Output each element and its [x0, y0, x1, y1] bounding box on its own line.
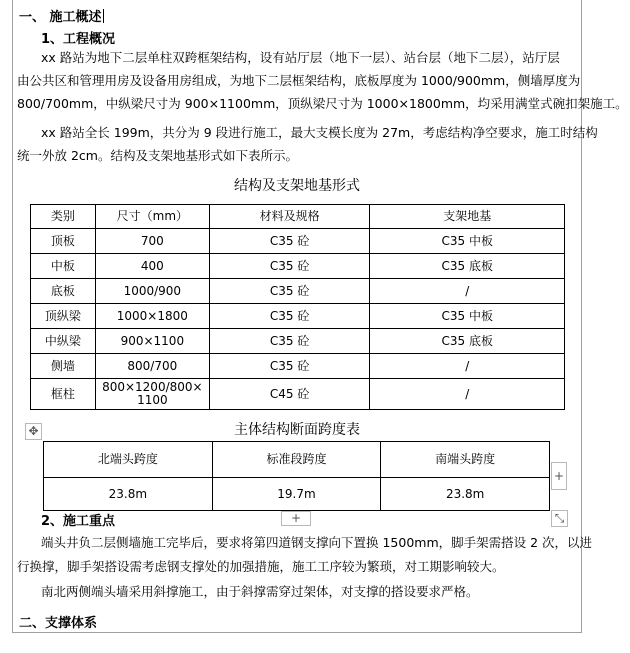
table-cell[interactable]: 900×1100	[95, 329, 209, 354]
table-cell[interactable]: 底板	[31, 279, 96, 304]
table-cell[interactable]: 400	[95, 254, 209, 279]
table-cell[interactable]: 800×1200/800× 1100	[95, 379, 209, 410]
table-caption-structure: 结构及支架地基形式	[234, 178, 360, 194]
table-cell[interactable]: 中板	[31, 254, 96, 279]
table-header-row	[31, 205, 565, 229]
paragraph-overview-line-2: 由公共区和管理用房及设备用房组成，为地下二层框架结构，底板厚度为 1000/900mm，侧墙厚度为	[17, 73, 581, 88]
table-header-row	[44, 442, 550, 478]
table-row	[31, 229, 565, 254]
table-row	[31, 354, 565, 379]
structure-table	[30, 204, 565, 410]
table-cell[interactable]: C35 砼	[209, 254, 370, 279]
subheading-key-points: 2、施工重点	[41, 514, 116, 529]
table-cell[interactable]: 700	[95, 229, 209, 254]
span-table	[43, 441, 550, 511]
table-cell[interactable]: 1000×1800	[95, 304, 209, 329]
table-cell[interactable]: C35 砼	[209, 329, 370, 354]
table-cell[interactable]: 侧墙	[31, 354, 96, 379]
table-cell[interactable]: C35 中板	[370, 229, 565, 254]
table-cell[interactable]: C35 砼	[209, 304, 370, 329]
table-header-cell: 南端头跨度	[381, 442, 550, 478]
table-header-cell: 类别	[31, 205, 96, 229]
table-cell[interactable]: /	[370, 354, 565, 379]
text-cursor	[103, 9, 104, 23]
table-cell[interactable]: /	[370, 279, 565, 304]
table-cell[interactable]: 顶纵梁	[31, 304, 96, 329]
table-row	[31, 379, 565, 410]
table-cell[interactable]: C35 中板	[370, 304, 565, 329]
table-cell[interactable]: 中纵梁	[31, 329, 96, 354]
table-cell[interactable]: C35 底板	[370, 254, 565, 279]
table-row	[31, 254, 565, 279]
table-header-cell: 北端头跨度	[44, 442, 213, 478]
table-resize-handle-icon[interactable]: ⤡	[551, 510, 568, 527]
table-cell[interactable]: C35 底板	[370, 329, 565, 354]
paragraph-diagonal-brace: 南北两侧端头墙采用斜撑施工，由于斜撑需穿过架体，对支撑的搭设要求严格。	[41, 584, 479, 599]
table-cell[interactable]: 23.8m	[44, 478, 213, 511]
table-cell[interactable]: C35 砼	[209, 279, 370, 304]
paragraph-key-points-line-2: 行换撑，脚手架搭设需考虑钢支撑处的加强措施，施工工序较为繁琐，对工期影响较大。	[17, 559, 505, 574]
table-cell[interactable]: 1000/900	[95, 279, 209, 304]
table-move-handle-icon[interactable]: ✥	[25, 423, 42, 440]
table-row	[44, 478, 550, 511]
add-row-button[interactable]: +	[281, 511, 311, 526]
subheading-project-overview: 1、工程概况	[41, 32, 116, 47]
table-cell[interactable]: 23.8m	[381, 478, 550, 511]
paragraph-overview-line-1: xx 路站为地下二层单柱双跨框架结构，设有站厅层（地下一层）、站台层（地下二层），站厅层	[41, 50, 560, 65]
table-cell[interactable]: 800/700	[95, 354, 209, 379]
table-cell[interactable]: C35 砼	[209, 354, 370, 379]
table-header-cell: 材料及规格	[209, 205, 370, 229]
paragraph-key-points-line-1: 端头井负二层侧墙施工完毕后，要求将第四道钢支撑向下置换 1500mm，脚手架需搭设 2 次，以进	[41, 535, 593, 550]
add-column-button[interactable]: +	[551, 462, 567, 490]
paragraph-length-line-1: xx 路站全长 199m，共分为 9 段进行施工，最大支模长度为 27m，考虑结构净空要求，施工时结构	[41, 125, 598, 140]
table-cell[interactable]: C35 砼	[209, 229, 370, 254]
document-page	[12, 0, 628, 633]
table-row	[31, 329, 565, 354]
table-header-cell: 支架地基	[370, 205, 565, 229]
table-cell[interactable]: /	[370, 379, 565, 410]
table-cell[interactable]: 19.7m	[212, 478, 381, 511]
table-header-cell: 尺寸（mm）	[95, 205, 209, 229]
paragraph-length-line-2: 统一外放 2cm。结构及支架地基形式如下表所示。	[17, 148, 298, 163]
section-heading-1: 一、 施工概述	[19, 10, 102, 25]
paragraph-overview-line-3: 800/700mm，中纵梁尺寸为 900×1100mm，顶纵梁尺寸为 1000×1800mm，均采用满堂式碗扣架施工。	[17, 96, 628, 111]
table-caption-span: 主体结构断面跨度表	[234, 422, 360, 438]
section-heading-2: 二、支撑体系	[19, 616, 98, 631]
table-cell[interactable]: 框柱	[31, 379, 96, 410]
table-header-cell: 标准段跨度	[212, 442, 381, 478]
table-cell[interactable]: C45 砼	[209, 379, 370, 410]
table-row	[31, 279, 565, 304]
table-row	[31, 304, 565, 329]
table-cell[interactable]: 顶板	[31, 229, 96, 254]
